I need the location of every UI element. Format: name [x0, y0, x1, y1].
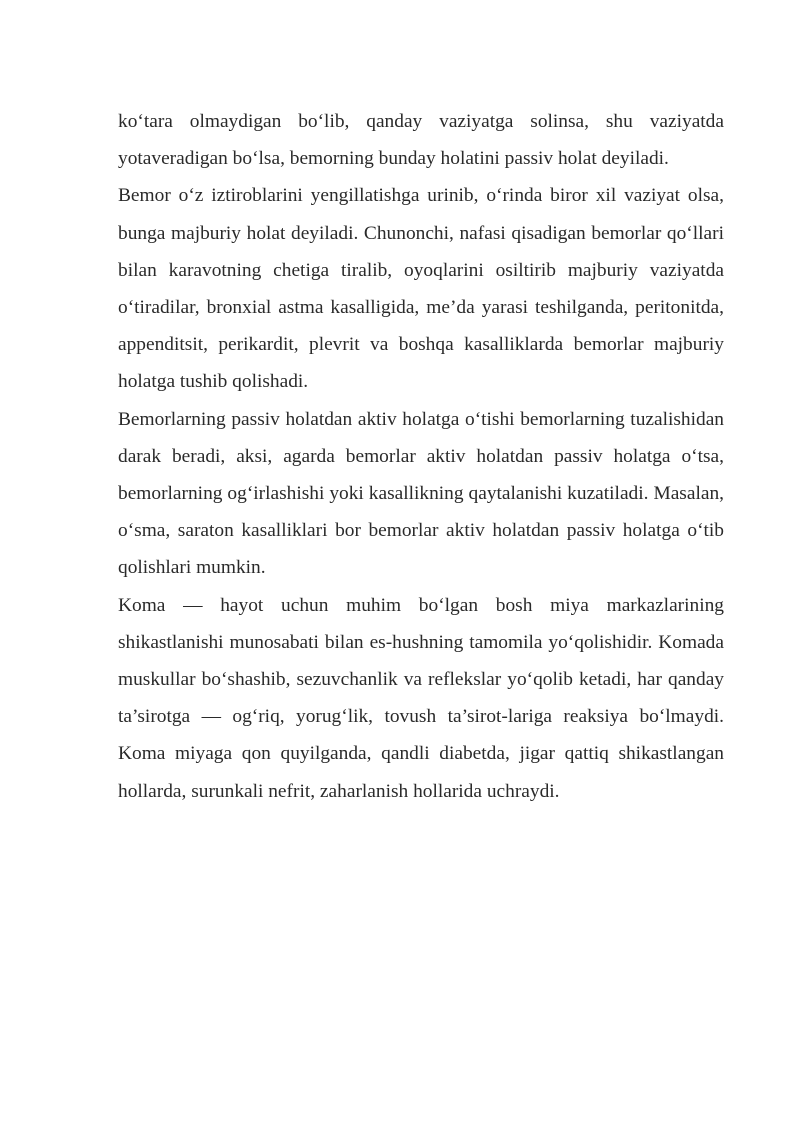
paragraph-forced-position: Bemor o‘z iztiroblarini yengillatishga urinib, o‘rinda biror xil vaziyat olsa, bunga majburiy holat deyiladi. Chunonchi, nafasi qisadigan bemorlar qo‘llari bilan karavotning chetiga tiralib, oyoqlarini osiltirib majburiy vaziyatda o‘tiradilar, bronxial astma kasalligida, me’da yarasi teshilganda, peritonitda, appenditsit, perikardit, plevrit va boshqa kasalliklarda bemorlar majburiy holatga tushib qolishadi. [118, 185, 724, 393]
document-page [118, 103, 724, 810]
paragraph-passive-state: ko‘tara olmaydigan bo‘lib, qanday vaziyatga solinsa, shu vaziyatda yotaveradigan bo‘lsa, bemorning bunday holatini passiv holat deyiladi. [118, 111, 724, 170]
paragraph-coma: Koma — hayot uchun muhim bo‘lgan bosh miya markazlarining shikastlanishi munosabati bilan es-hushning tamomila yo‘qolishidir. Komada muskullar bo‘shashib, sezuvchanlik va reflekslar yo‘qolib ketadi, har qanday ta’sirotga — og‘riq, yorug‘lik, tovush ta’sirot-lariga reaksiya bo‘lmaydi. Koma miyaga qon quyilganda, qandli diabetda, jigar qattiq shikastlangan hollarda, surunkali nefrit, zaharlanish hollarida uchraydi. [118, 594, 724, 802]
paragraph-state-transition: Bemorlarning passiv holatdan aktiv holatga o‘tishi bemorlarning tuzalishidan darak beradi, aksi, agarda bemorlar aktiv holatdan passiv holatga o‘tsa, bemorlarning og‘irlashishi yoki kasallikning qaytalanishi kuzatiladi. Masalan, o‘sma, saraton kasalliklari bor bemorlar aktiv holatdan passiv holatga o‘tib qolishlari mumkin. [118, 408, 724, 579]
